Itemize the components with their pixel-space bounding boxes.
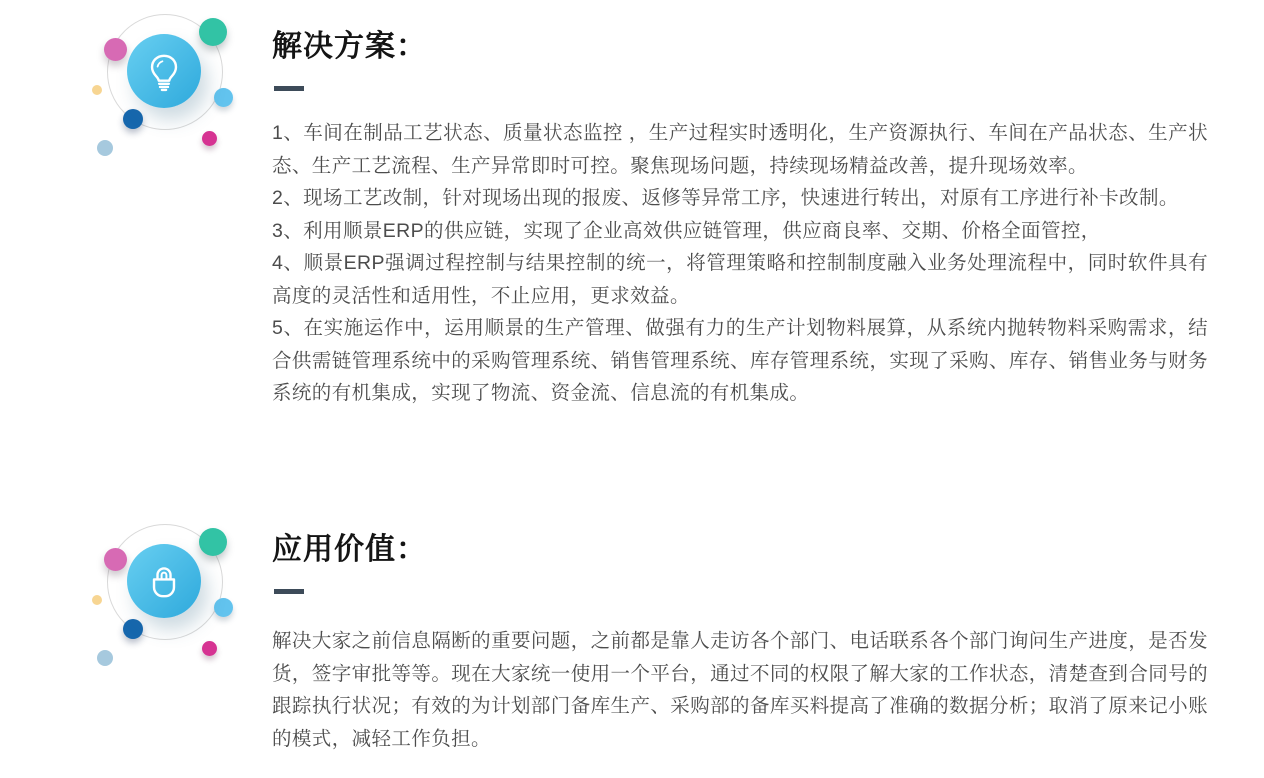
section-title: 解决方案： xyxy=(272,30,427,63)
title-underline xyxy=(274,86,304,91)
dark-blue-dot xyxy=(123,109,143,129)
lightbulb-icon xyxy=(143,50,185,92)
section-body xyxy=(272,625,1208,755)
magenta-dot xyxy=(202,131,217,146)
magenta-dot xyxy=(202,641,217,656)
paragraph: 5、在实施运作中，运用顺景的生产管理、做强有力的生产计划物料展算，从系统内抛转物料采购需求，结合供需链管理系统中的采购管理系统、销售管理系统、库存管理系统，实现了采购、库存、销售业务与财务系统的有机集成，实现了物流、资金流、信息流的有机集成。 xyxy=(272,317,1208,404)
title-underline xyxy=(274,589,304,594)
value-icon-cluster xyxy=(85,515,255,685)
paragraph: 解决大家之前信息隔断的重要问题，之前都是靠人走访各个部门、电话联系各个部门询问生产进度，是否发货，签字审批等等。现在大家统一使用一个平台，通过不同的权限了解大家的工作状态，清楚查到合同号的跟踪执行状况；有效的为计划部门备库生产、采购部的备库买料提高了准确的数据分析；取消了原来记小账的模式，减轻工作负担。 xyxy=(272,630,1208,750)
pale-blue-dot xyxy=(97,650,113,666)
pale-blue-dot xyxy=(97,140,113,156)
pink-dot xyxy=(104,548,127,571)
sky-blue-dot xyxy=(214,88,233,107)
solution-badge xyxy=(127,34,201,108)
sky-blue-dot xyxy=(214,598,233,617)
paragraph: 3、利用顺景ERP的供应链，实现了企业高效供应链管理，供应商良率、交期、价格全面管控， xyxy=(272,219,1101,242)
paragraph: 4、顺景ERP强调过程控制与结果控制的统一，将管理策略和控制制度融入业务处理流程中，同时软件具有高度的灵活性和适用性，不止应用，更求效益。 xyxy=(272,252,1208,307)
teal-dot xyxy=(199,528,227,556)
value-badge xyxy=(127,544,201,618)
section-body xyxy=(272,117,1208,410)
dark-blue-dot xyxy=(123,619,143,639)
section-title: 应用价值： xyxy=(272,533,427,566)
yellow-dot xyxy=(92,595,102,605)
solution-icon-cluster xyxy=(85,5,255,175)
paragraph: 1、车间在制品工艺状态、质量状态监控 ，生产过程实时透明化，生产资源执行、车间在产品状态、生产状态、生产工艺流程、生产异常即时可控。聚焦现场问题，持续现场精益改善，提升现场效率。 xyxy=(272,122,1208,177)
teal-dot xyxy=(199,18,227,46)
pink-dot xyxy=(104,38,127,61)
paragraph: 2、现场工艺改制，针对现场出现的报废、返修等异常工序，快速进行转出，对原有工序进行补卡改制。 xyxy=(272,187,1179,209)
yellow-dot xyxy=(92,85,102,95)
lock-icon xyxy=(143,560,185,602)
